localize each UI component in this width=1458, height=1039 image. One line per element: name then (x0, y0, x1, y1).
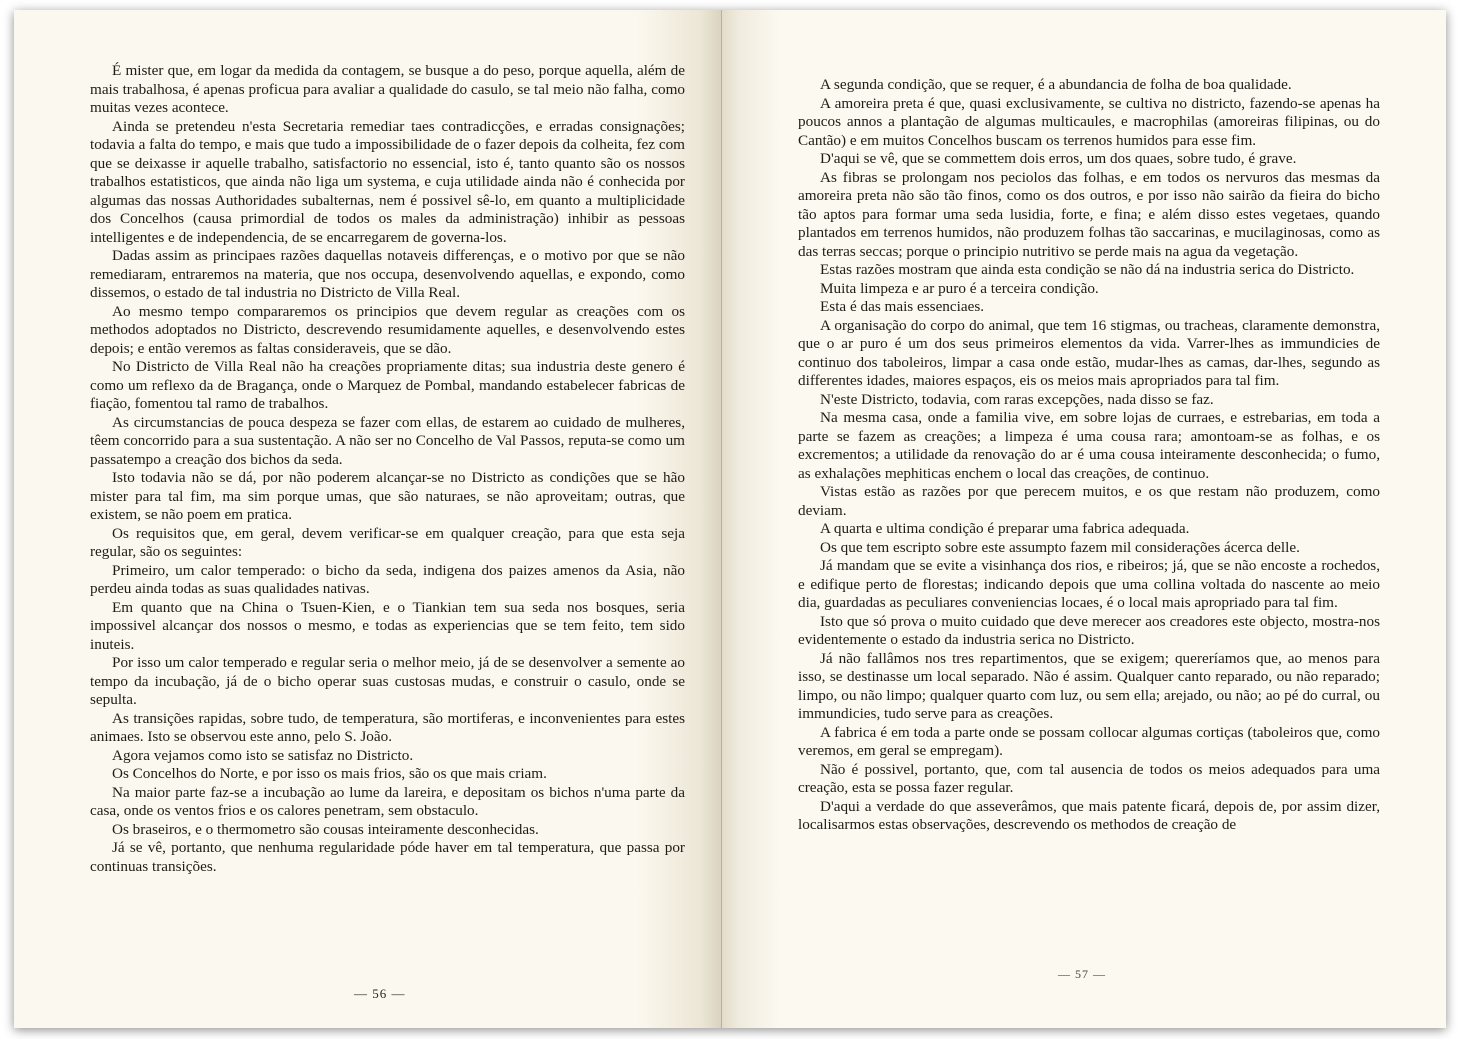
paragraph: Os Concelhos do Norte, e por isso os mais frios, são os que mais criam. (112, 765, 547, 782)
paragraph: No Districto de Villa Real não ha creações propriamente ditas; sua industria deste genero é como um reflexo da de Bragança, onde o Marquez de Pombal, mandando estabelecer fabricas de fiação, fomentou tal ramo de trabalhos. (90, 358, 685, 412)
paragraph: Isto que só prova o muito cuidado que deve merecer aos creadores este objecto, mostra-nos evidentemente o estado da industria serica no Districto. (798, 612, 1380, 648)
paragraph: Os braseiros, e o thermometro são cousas inteiramente desconhecidas. (112, 820, 539, 838)
paragraph: N'este Districto, todavia, com raras excepções, nada disso se faz. (820, 390, 1214, 408)
book-spread (14, 10, 1446, 1028)
paragraph: Agora vejamos como isto se satisfaz no Districto. (112, 746, 414, 764)
paragraph: Não é possivel, portanto, que, com tal ausencia de todos os meios adequados para uma creação, esta se possa fazer regular. (798, 760, 1380, 796)
paragraph: As circumstancias de pouca despeza se fazer com ellas, de estarem ao cuidado de mulheres, têem concorrido para a sua sustentação. A não ser no Concelho de Val Passos, reputa-se como um passatempo a creação dos bichos da seda. (90, 413, 685, 468)
paragraph: É mister que, em logar da medida da contagem, se busque a do peso, porque aquella, além de mais trabalhosa, é apenas proficua para avaliar a qualidade do casulo, se tal meio não falha, como muitas vezes acontece. (90, 62, 685, 116)
paragraph: Dadas assim as principaes razões daquellas notaveis differenças, e o motivo por que se não remediaram, entraremos na materia, que nos occupa, desenvolvendo aquellas, e expondo, como dissemos, o estado de tal industria no Districto de Villa Real. (90, 247, 685, 301)
paragraph: As fibras se prolongam nos peciolos das folhas, e em todos os nervuros das mesmas da amoreira preta não são tão finos, como os dos outros, e por isso não sairão da fieira do bicho tão aptos para formar uma seda lusidia, forte, e fina; e além disso estes vegetaes, quando plantados em terrenos humidos, não produzem folhas tão saccarinas, e mucilaginosas, como as das terras seccas; porque o principio nutritivo se perde mais na agua da vegetação. (798, 168, 1380, 260)
paragraph: As transições rapidas, sobre tudo, de temperatura, são mortiferas, e inconvenientes para estes animaes. Isto se observou este anno, pelo S. João. (90, 709, 685, 745)
paragraph: Em quanto que na China o Tsuen-Kien, e o Tiankian tem sua seda nos bosques, seria impossivel alcançar dos nossos o mesmo, e todas as experiencias que se tem feito, tem sido inuteis. (90, 598, 685, 653)
right-page-text (798, 76, 1380, 835)
paragraph: Já não fallâmos nos tres repartimentos, que se exigem; quereríamos que, ao menos para isso, se destinasse um local separado. Não é assim. Qualquer canto reparado, ou não reparado; limpo, ou não limpo; qualquer quarto com luz, ou sem ella; arejado, ou não; ao pé do curral, ou immundicies, tudo serve para as creações. (798, 649, 1380, 722)
page-number: — 56 — (354, 986, 406, 1001)
paragraph: Isto todavia não se dá, por não poderem alcançar-se no Districto as condições que se hão mister para tal fim, ma sim porque umas, que são naturaes, se não aproveitam; outras, que existem, se não poem em pratica. (90, 469, 685, 523)
paragraph: D'aqui se vê, que se commettem dois erros, um dos quaes, sobre tudo, é grave. (820, 150, 1297, 167)
paragraph: Os que tem escripto sobre este assumpto fazem mil considerações ácerca delle. (820, 538, 1300, 556)
paragraph: Na mesma casa, onde a familia vive, em sobre lojas de curraes, e estrebarias, em toda a parte se fazem as creações; a limpeza é uma cousa rara; amontoam-se as folhas, e os excrementos; a utilidade da renovação do ar é uma cousa inteiramente desconhecida; o fumo, as exhalações mephiticas enchem o local das creações, de continuo. (798, 409, 1380, 482)
paragraph: Por isso um calor temperado e regular seria o melhor meio, já de se desenvolver a semente ao tempo da incubação, já de o bicho operar suas custosas mudas, e construir o casulo, onde se sepulta. (90, 654, 685, 708)
paragraph: Os requisitos que, em geral, devem verificar-se em qualquer creação, para que esta seja regular, são os seguintes: (90, 524, 685, 560)
paragraph: A fabrica é em toda a parte onde se possam collocar algumas cortiças (taboleiros que, como veremos, em geral se empregam). (798, 723, 1380, 759)
paragraph: Ao mesmo tempo compararemos os principios que devem regular as creações com os methodos adoptados no Districto, descrevendo resumidamente aquelles, e desenvolvendo estes depois; e então veremos as faltas consideraveis, que se dão. (90, 302, 685, 357)
paragraph: Primeiro, um calor temperado: o bicho da seda, indigena dos paizes amenos da Asia, não perdeu ainda todas as suas qualidades nativas. (90, 561, 685, 597)
right-page (722, 10, 1446, 1028)
paragraph: Já se vê, portanto, que nenhuma regularidade póde haver em tal temperatura, que passa por continuas transições. (90, 839, 685, 875)
paragraph: A organisação do corpo do animal, que tem 16 stigmas, ou tracheas, claramente demonstra, que o ar puro é um dos seus primeiros elementos da vida. Varrer-lhes as immundicies de continuo dos taboleiros, limpar a casa onde estão, mudar-lhes as camas, dar-lhes, segundo as differentes idades, maiores espaços, eis os meios mais apropriados para tal fim. (798, 316, 1380, 389)
paragraph: Muita limpeza e ar puro é a terceira condição. (820, 279, 1099, 297)
paragraph: Ainda se pretendeu n'esta Secretaria remediar taes contradicções, e erradas consignações; todavia a falta do tempo, e mais que tudo a impossibilidade de o fazer depois da colheita, fez com que se deixasse ir aquelle trabalho, satisfactorio no essencial, isto é, tanto quanto são os nossos trabalhos estatisticos, que ainda não liga um systema, e cuja utilidade ainda não é conhecida por algumas das nossas Authoridades subalternas, nem é possivel sê-lo, em quanto a multiplicidade dos Concelhos (causa primordial de todos os males da administração) inhibir as pessoas intelligentes e de independencia, de se encarregarem de governa-los. (90, 117, 685, 246)
page-number: — 57 — (1058, 967, 1106, 981)
left-page-text (90, 62, 685, 876)
paragraph: Já mandam que se evite a visinhança dos rios, e ribeiros; já, que se não encoste a rochedos, e edifique perto de florestas; indicando depois que uma collina voltada do nascente ao meio dia, guardadas as peculiares conveniencias locaes, é o local mais apropriado para tal fim. (798, 557, 1380, 611)
left-page (14, 10, 722, 1028)
paragraph: A quarta e ultima condição é preparar uma fabrica adequada. (820, 520, 1190, 537)
paragraph: Na maior parte faz-se a incubação ao lume da lareira, e depositam os bichos n'uma parte da casa, onde os ventos frios e os calores penetram, sem obstaculo. (90, 783, 685, 819)
paragraph: Vistas estão as razões por que perecem muitos, e os que restam não produzem, como deviam. (798, 483, 1380, 519)
paragraph: A amoreira preta é que, quasi exclusivamente, se cultiva no districto, fazendo-se apenas ha poucos annos a plantação de algumas multicaules, e macrophilas (amoreiras filipinas, ou do Cantão) e em muitos Concelhos buscam os terrenos humidos para esse fim. (798, 94, 1380, 149)
paragraph: A segunda condição, que se requer, é a abundancia de folha de boa qualidade. (820, 76, 1292, 93)
paragraph: Estas razões mostram que ainda esta condição se não dá na industria serica do Districto. (820, 261, 1355, 278)
paragraph: Esta é das mais essenciaes. (820, 298, 985, 315)
paragraph: D'aqui a verdade do que asseverâmos, que mais patente ficará, depois de, por assim dizer, localisarmos estas observações, descrevendo os methodos de creação de (798, 797, 1380, 833)
